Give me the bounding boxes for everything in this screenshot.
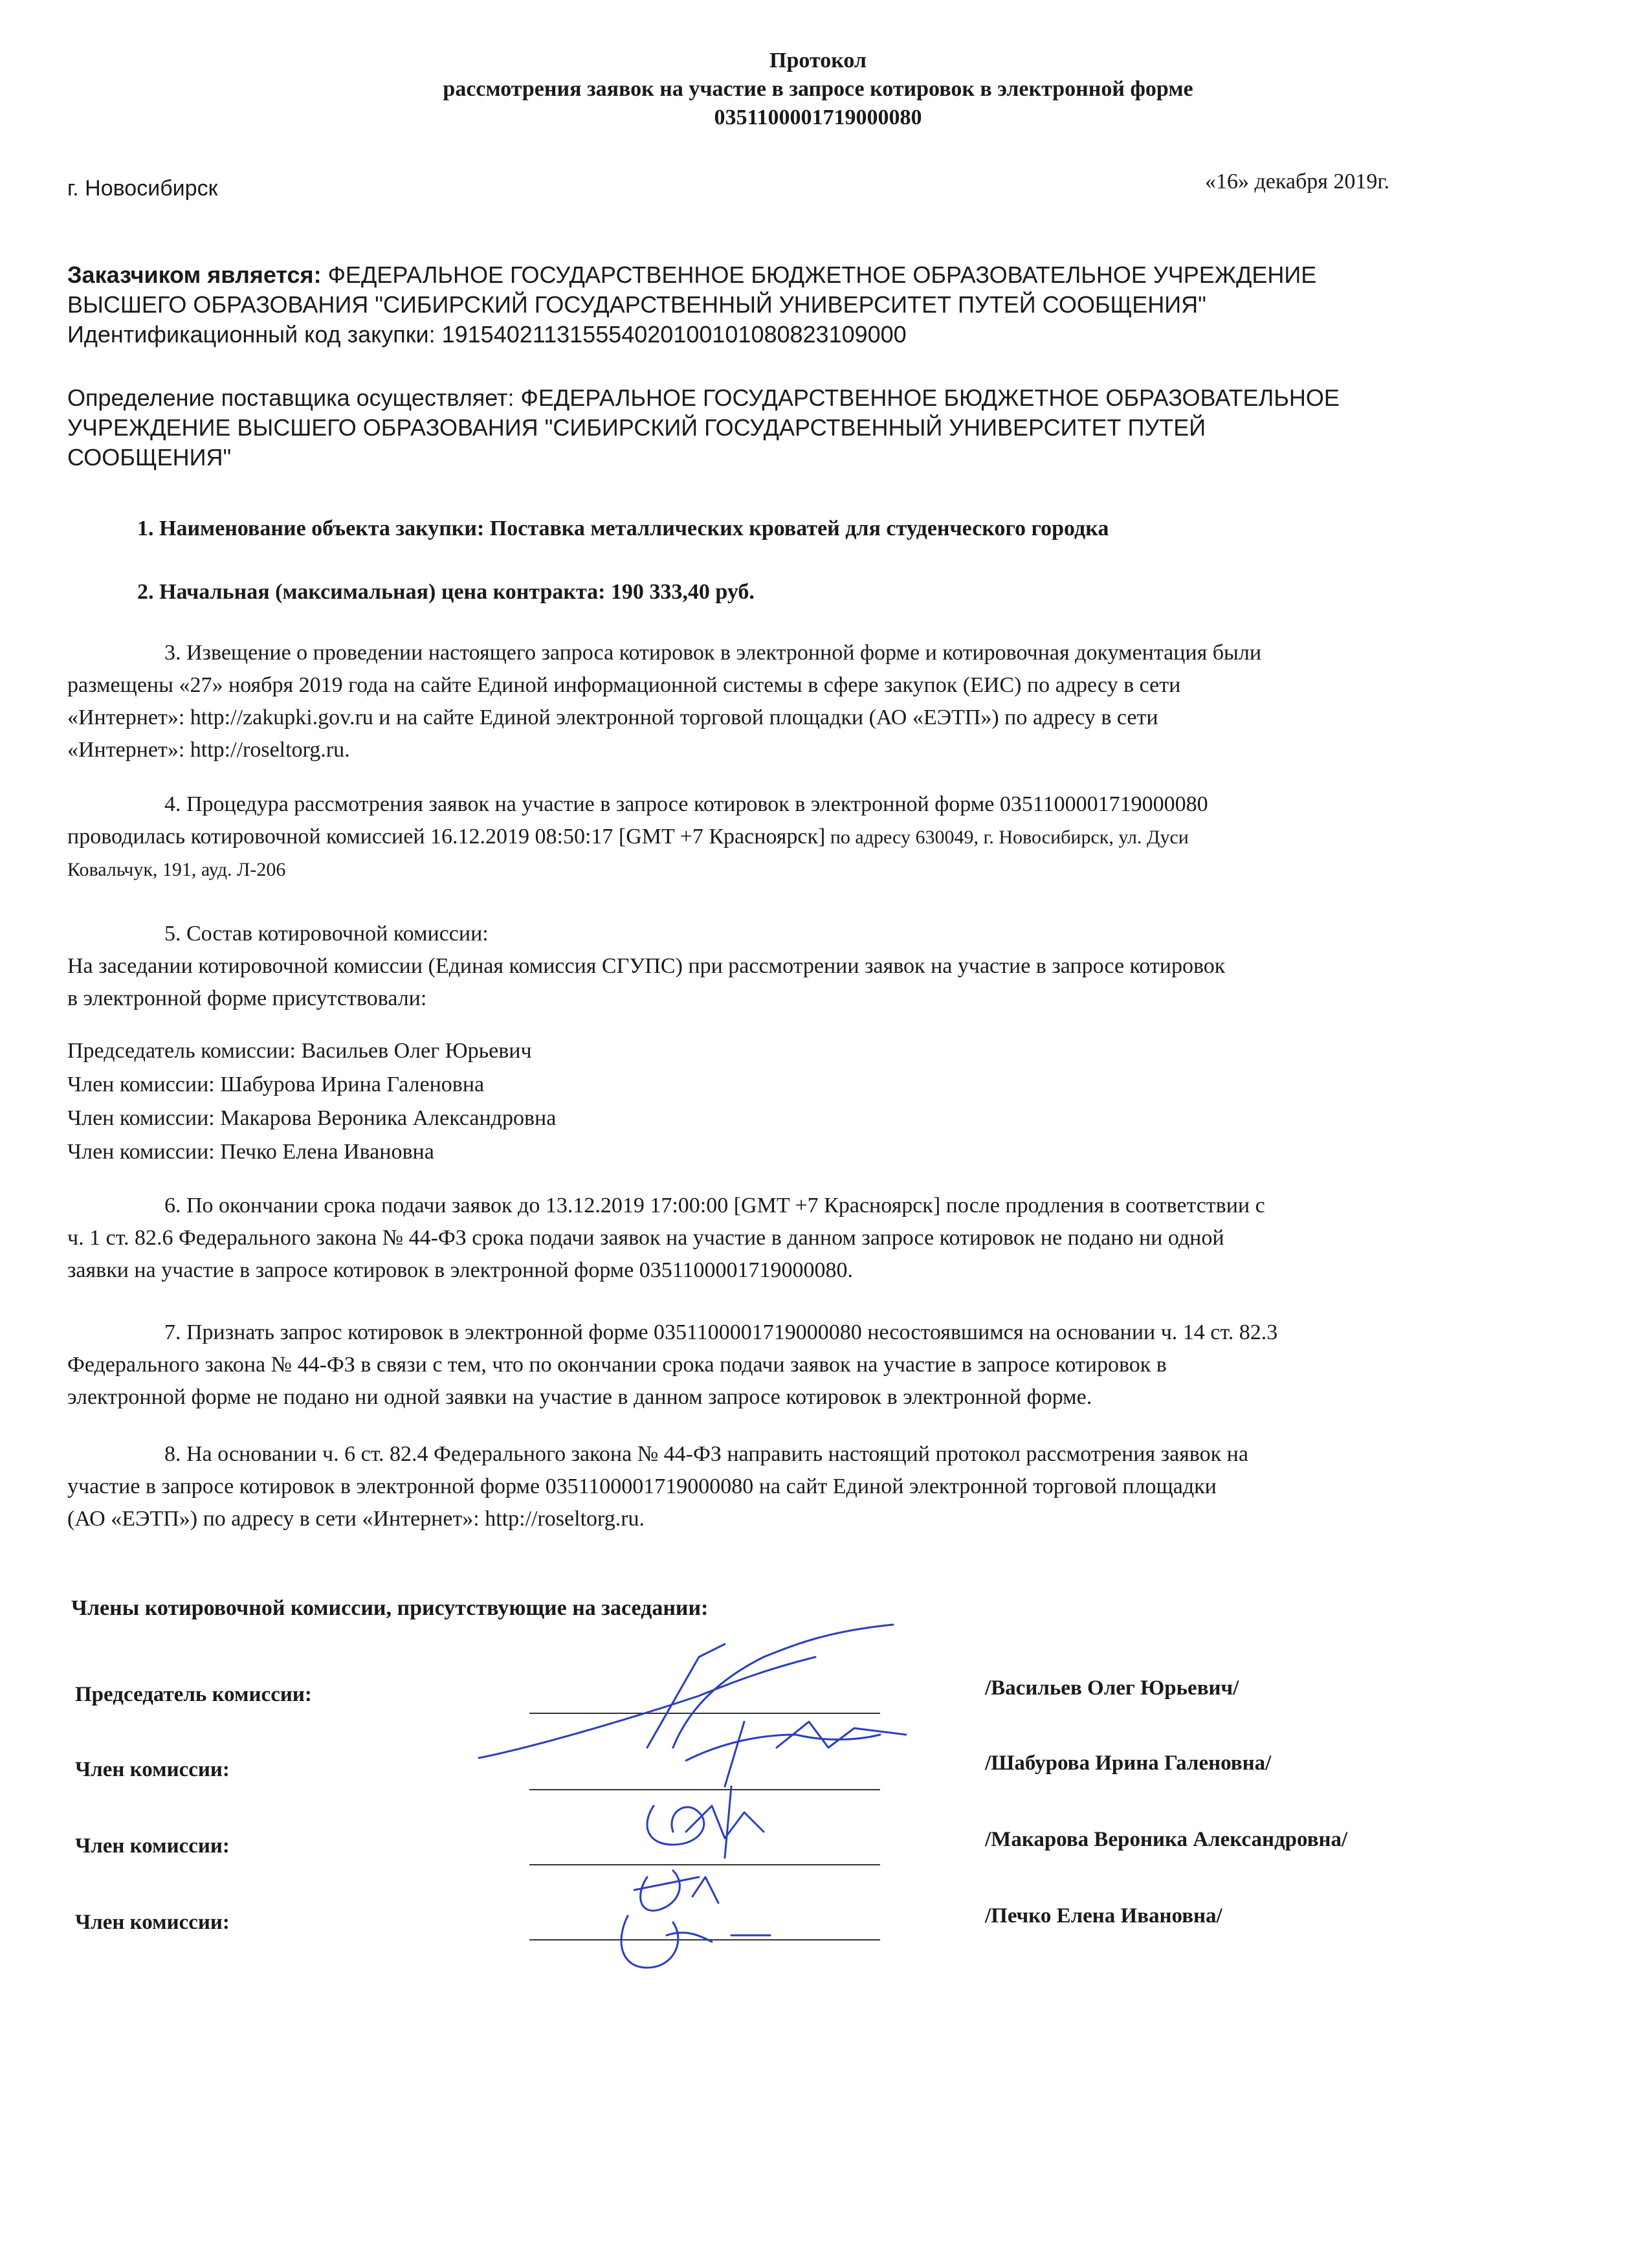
commission-members-list: [67, 1034, 556, 1169]
item-6-deadline: [67, 1190, 1459, 1287]
item-5-line-2: На заседании котировочной комиссии (Единая комиссия СГУПС) при рассмотрении заявок на участие в запросе котировок: [67, 954, 1226, 978]
member-2: Член комиссии: Шабурова Ирина Галеновна: [67, 1073, 485, 1096]
item-8-line-3: (АО «ЕЭТП») по адресу в сети «Интернет»: http://roseltorg.ru.: [67, 1507, 645, 1531]
customer-line-1: ФЕДЕРАЛЬНОЕ ГОСУДАРСТВЕННОЕ БЮДЖЕТНОЕ ОБРАЗОВАТЕЛЬНОЕ УЧРЕЖДЕНИЕ: [321, 261, 1317, 288]
item-4-line-3: Ковальчук, 191, ауд. Л-206: [67, 859, 286, 880]
signature-name-1: /Васильев Олег Юрьевич/: [985, 1676, 1239, 1700]
item-2-price: [137, 576, 1529, 608]
signature-role-2: Член комиссии:: [75, 1758, 230, 1781]
item-4-line-2a: проводилась котировочной комиссией 16.12.2019 08:50:17 [GMT +7 Красноярск]: [67, 825, 826, 849]
item-3-line-3: «Интернет»: http://zakupki.gov.ru и на сайте Единой электронной торговой площадки (АО «ЕЭТП») по адресу в сети: [67, 706, 1158, 729]
item-3-line-2: размещены «27» ноября 2019 года на сайте Единой информационной системы в сфере закупок (ЕИС) по адресу в сети: [67, 673, 1181, 697]
item-4-procedure: [67, 788, 1459, 886]
customer-block: [67, 260, 1459, 350]
signature-name-3: /Макарова Вероника Александровна/: [985, 1828, 1348, 1851]
item-6-line-3: заявки на участие в запросе котировок в электронной форме 0351100001719000080.: [67, 1258, 854, 1282]
title-line-3: 0351100001719000080: [714, 106, 922, 129]
item-5-line-3: в электронной форме присутствовали:: [67, 986, 427, 1010]
item-7-line-1: 7. Признать запрос котировок в электронной форме 0351100001719000080 несостоявшимся на основании ч. 14 ст. 82.3: [164, 1320, 1278, 1344]
organizer-block: [67, 383, 1459, 472]
title-line-2: рассмотрения заявок на участие в запросе котировок в электронной форме: [443, 77, 1193, 101]
item-1-text: 1. Наименование объекта закупки: Поставка металлических кроватей для студенческого городка: [137, 517, 1109, 540]
item-7-line-2: Федерального закона № 44-ФЗ в связи с тем, что по окончании срока подачи заявок на участие в запросе котировок в: [67, 1353, 1167, 1377]
signature-name-2: /Шабурова Ирина Галеновна/: [985, 1751, 1272, 1775]
organizer-line-2: УЧРЕЖДЕНИЕ ВЫСШЕГО ОБРАЗОВАНИЯ "СИБИРСКИЙ ГОСУДАРСТВЕННЫЙ УНИВЕРСИТЕТ ПУТЕЙ: [67, 414, 1206, 441]
signature-role-1: Председатель комиссии:: [75, 1683, 312, 1706]
item-4-line-1: 4. Процедура рассмотрения заявок на участие в запросе котировок в электронной форме 0351100001719000080: [164, 792, 1208, 816]
purchase-id: Идентификационный код закупки: 191540211315554020100101080823109000: [67, 321, 907, 348]
signature-name-4: /Печко Елена Ивановна/: [985, 1904, 1222, 1928]
signature-line-1: [529, 1713, 880, 1714]
item-6-line-1: 6. По окончании срока подачи заявок до 13.12.2019 17:00:00 [GMT +7 Красноярск] после продления в соответствии с: [164, 1194, 1265, 1217]
member-3: Член комиссии: Макарова Вероника Александровна: [67, 1106, 557, 1130]
signature-role-4: Член комиссии:: [75, 1911, 230, 1934]
item-3-line-4: «Интернет»: http://roseltorg.ru.: [67, 738, 350, 762]
item-5-commission: [67, 918, 1459, 1015]
signature-role-3: Член комиссии:: [75, 1834, 230, 1858]
item-3-notice: [67, 637, 1459, 766]
item-5-line-1: 5. Состав котировочной комиссии:: [164, 922, 489, 946]
signatures-title: Члены котировочной комиссии, присутствующие на заседании:: [71, 1596, 709, 1620]
item-8-publication: [67, 1438, 1459, 1535]
organizer-line-1: Определение поставщика осуществляет: ФЕДЕРАЛЬНОЕ ГОСУДАРСТВЕННОЕ БЮДЖЕТНОЕ ОБРАЗОВАТЕЛЬНОЕ: [67, 384, 1340, 411]
signature-shaburova-ink: [647, 1786, 764, 1858]
document-date: «16» декабря 2019г.: [1205, 170, 1390, 194]
city: г. Новосибирск: [67, 176, 218, 201]
organizer-line-3: СООБЩЕНИЯ": [67, 444, 232, 471]
item-1-subject: [137, 513, 1529, 545]
signature-line-4: [529, 1939, 880, 1940]
title-line-1: Протокол: [769, 49, 867, 72]
item-7-line-3: электронной форме не подано ни одной заявки на участие в данном запросе котировок в электронной форме.: [67, 1385, 1092, 1409]
document-title: [0, 47, 1636, 132]
signature-line-2: [529, 1789, 880, 1790]
customer-label: Заказчиком является:: [67, 261, 322, 288]
item-7-decision: [67, 1317, 1459, 1414]
signature-pechko-ink: [621, 1916, 770, 1968]
customer-line-2: ВЫСШЕГО ОБРАЗОВАНИЯ "СИБИРСКИЙ ГОСУДАРСТВЕННЫЙ УНИВЕРСИТЕТ ПУТЕЙ СООБЩЕНИЯ": [67, 291, 1206, 318]
item-6-line-2: ч. 1 ст. 82.6 Федерального закона № 44-ФЗ срока подачи заявок на участие в данном запросе котировок не подано ни одной: [67, 1226, 1224, 1250]
item-4-line-2b: по адресу 630049, г. Новосибирск, ул. Дуси: [825, 827, 1189, 848]
item-8-line-1: 8. На основании ч. 6 ст. 82.4 Федерального закона № 44-ФЗ направить настоящий протокол рассмотрения заявок на: [164, 1442, 1248, 1466]
signature-chairman-ink: [479, 1625, 906, 1786]
item-3-line-1: 3. Извещение о проведении настоящего запроса котировок в электронной форме и котировочная документация были: [164, 641, 1262, 665]
signature-makarova-ink: [634, 1871, 718, 1911]
item-8-line-2: участие в запросе котировок в электронной форме 0351100001719000080 на сайт Единой электронной торговой площадки: [67, 1474, 1217, 1498]
item-2-text: 2. Начальная (максимальная) цена контракта: 190 333,40 руб.: [137, 580, 755, 604]
member-4: Член комиссии: Печко Елена Ивановна: [67, 1140, 434, 1164]
signature-line-3: [529, 1864, 880, 1865]
member-1: Председатель комиссии: Васильев Олег Юрьевич: [67, 1039, 532, 1063]
